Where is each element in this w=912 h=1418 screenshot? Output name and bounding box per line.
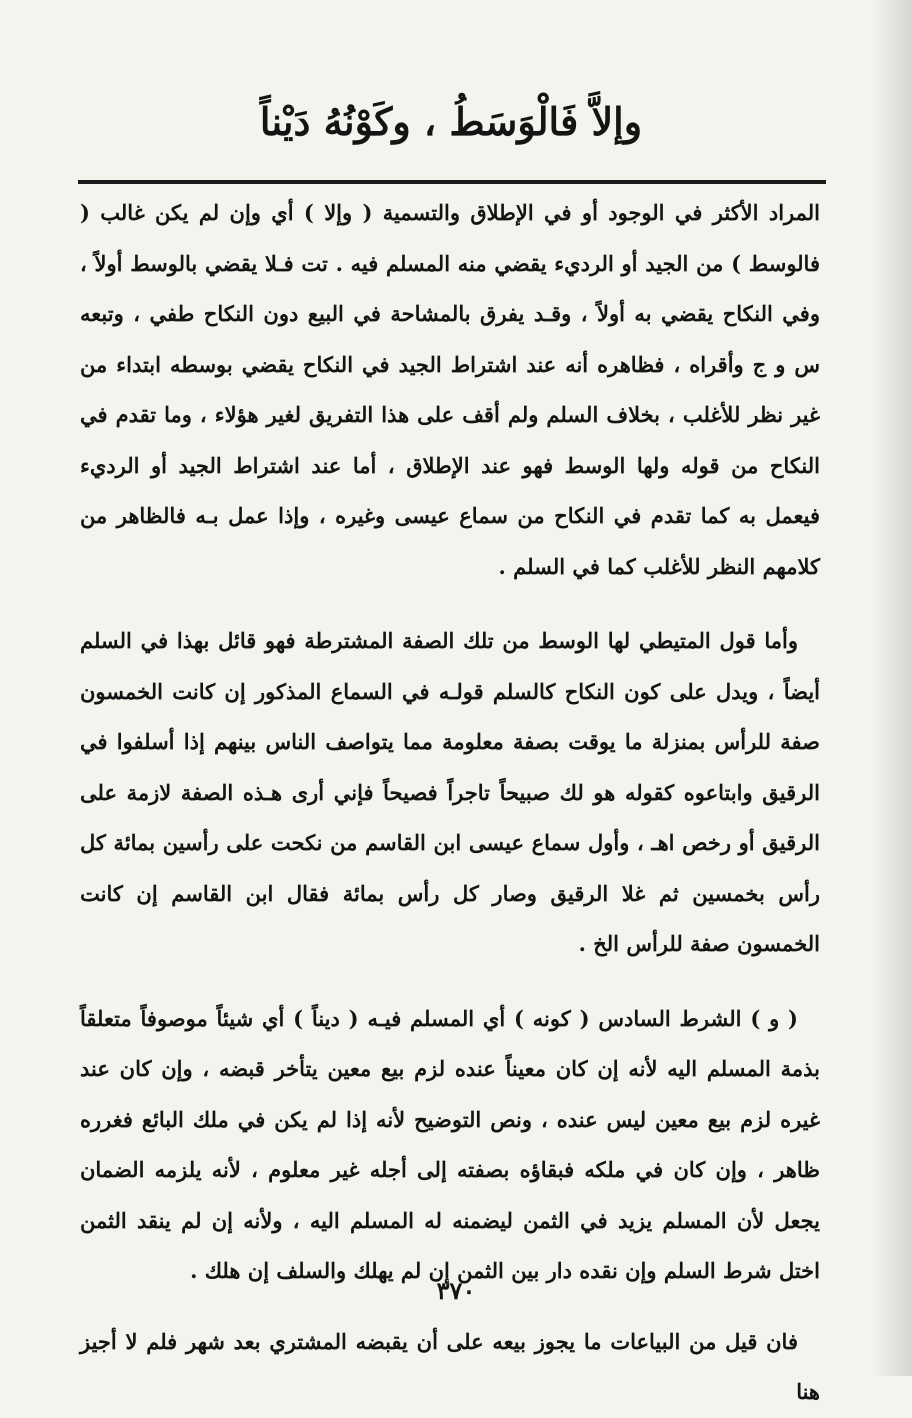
paragraph-2: وأما قول المتيطي لها الوسط من تلك الصفة المشترطة فهو قائل بهذا في السلم أيضاً ، ويدل على كون النكاح كالسلم قولـه في السماع المذكور إن كانت الخمسون صفة للرأس بمنزلة ما يوقت بصفة معلومة مما يتواصف الناس بينهم إذا أسلفوا في الرقيق وابتاعوه كقوله هو لك صبيحاً تاجراً فصيحاً فإني أرى هـذه الصفة لازمة على الرقيق أو رخص اهـ ، وأول سماع عيسى ابن القاسم من نكحت على رأسين بمائة كل رأس بخمسين ثم غلا الرقيق وصار كل رأس بمائة فقال ابن القاسم إن كانت الخمسون صفة للرأس الخ . — [80, 628, 820, 956]
header-divider — [78, 180, 826, 184]
paragraph-4: فان قيل من البياعات ما يجوز بيعه على أن يقبضه المشتري بعد شهر فلم لا أجيز هنا — [80, 1328, 820, 1404]
body-text — [80, 188, 820, 1418]
page-header-title: وإلاَّ فَالْوَسَطُ ، وكَوْنُهُ دَيْناً — [259, 99, 643, 144]
paragraph-1: المراد الأكثر في الوجود أو في الإطلاق والتسمية ( وإلا ) أي وإن لم يكن غالب ( فالوسط ) من الجيد أو الرديء يقضي منه المسلم فيه . تت فـلا يقضي بالوسط أولاً ، وفي النكاح يقضي به أولاً ، وقـد يفرق بالمشاحة في البيع دون النكاح طفي ، وتبعه س و ج وأقراه ، فظاهره أنه عند اشتراط الجيد في النكاح يقضي بوسطه ابتداء من غير نظر للأغلب ، بخلاف السلم ولم أقف على هذا التفريق لغير هؤلاء ، وما تقدم في النكاح من قوله ولها الوسط فهو عند الإطلاق ، أما عند اشتراط الجيد أو الرديء فيعمل به كما تقدم في النكاح من سماع عيسى وغيره ، وإذا عمل بـه فالظاهر من كلامهم النظر للأغلب كما في السلم . — [80, 200, 820, 579]
page-number: ٣٧٠ — [436, 1276, 476, 1305]
page-edge-shadow — [872, 0, 912, 1376]
paragraph-3: ( و ) الشرط السادس ( كونه ) أي المسلم فيـه ( ديناً ) أي شيئاً موصوفاً متعلقاً بذمة المسلم اليه لأنه إن كان معيناً عنده لزم بيع معين يتأخر قبضه ، وإن كان عند غيره لزم بيع معين ليس عنده ، ونص التوضيح لأنه إذا لم يكن في ملك البائع فغرره ظاهر ، وإن كان في ملكه فبقاؤه بصفته إلى أجله غير معلوم ، لأنه يلزمه الضمان يجعل لأن المسلم يزيد في الثمن ليضمنه له المسلم اليه ، ولأنه إن لم ينقد الثمن اختل شرط السلم وإن نقده دار بين الثمن إن لم يهلك والسلف إن هلك . — [80, 1005, 820, 1283]
